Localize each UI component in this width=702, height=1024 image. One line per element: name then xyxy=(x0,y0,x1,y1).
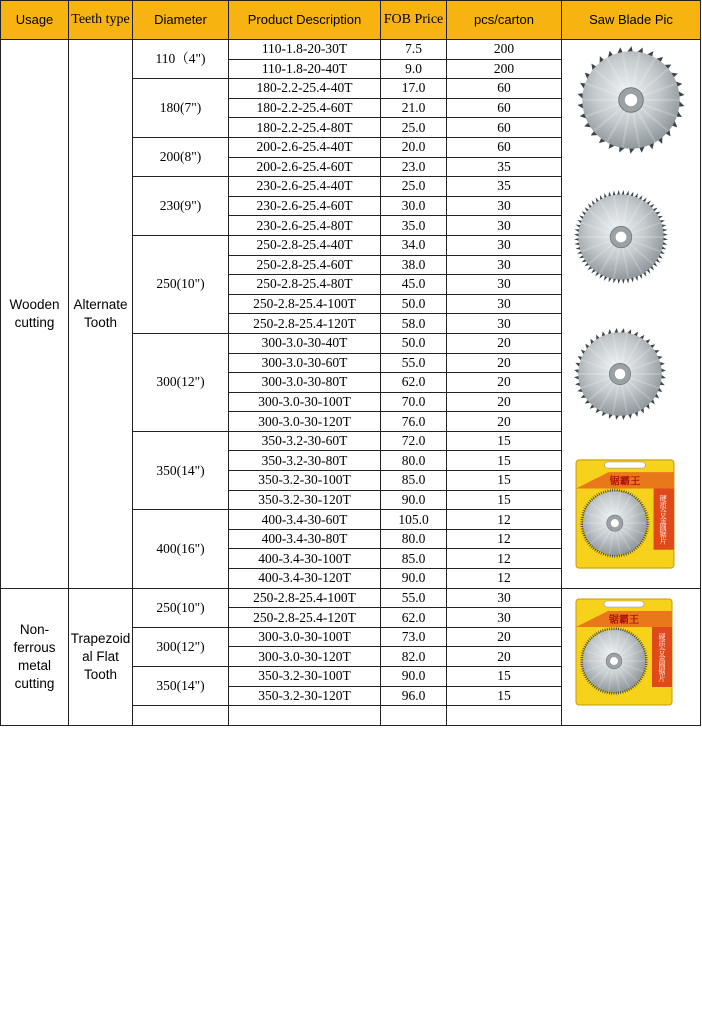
pcs-carton-cell: 20 xyxy=(447,353,562,373)
fob-price-cell: 21.0 xyxy=(381,98,447,118)
pcs-carton-cell: 30 xyxy=(447,275,562,295)
pcs-carton-cell: 60 xyxy=(447,98,562,118)
pcs-carton-cell: 30 xyxy=(447,608,562,628)
product-description-cell: 250-2.8-25.4-40T xyxy=(229,235,381,255)
fob-price-cell: 17.0 xyxy=(381,79,447,99)
product-description-cell: 400-3.4-30-100T xyxy=(229,549,381,569)
fob-price-cell: 70.0 xyxy=(381,392,447,412)
product-description-cell: 350-3.2-30-80T xyxy=(229,451,381,471)
saw-blade-30-teeth xyxy=(575,44,687,156)
product-description-cell: 400-3.4-30-80T xyxy=(229,529,381,549)
product-description-cell: 180-2.2-25.4-80T xyxy=(229,118,381,138)
saw-blade-40-teeth-wrap xyxy=(572,326,668,427)
diameter-cell: 400(16") xyxy=(133,510,229,588)
fob-price-cell: 30.0 xyxy=(381,196,447,216)
diameter-cell: 250(10") xyxy=(133,235,229,333)
header-product-description: Product Description xyxy=(229,1,381,40)
fob-price-cell: 90.0 xyxy=(381,667,447,687)
product-description-cell: 350-3.2-30-60T xyxy=(229,431,381,451)
product-description-cell: 350-3.2-30-120T xyxy=(229,490,381,510)
empty-cell xyxy=(229,706,381,726)
product-description-cell: 400-3.4-30-60T xyxy=(229,510,381,530)
pcs-carton-cell: 12 xyxy=(447,549,562,569)
pcs-carton-cell: 30 xyxy=(447,196,562,216)
product-description-cell: 230-2.6-25.4-40T xyxy=(229,177,381,197)
pcs-carton-cell: 60 xyxy=(447,137,562,157)
teeth-type-cell: Trapezoid al Flat Tooth xyxy=(69,588,133,725)
saw-blade-60-teeth xyxy=(572,188,670,286)
empty-cell xyxy=(133,706,229,726)
header-saw-blade-pic: Saw Blade Pic xyxy=(562,1,701,40)
pcs-carton-cell: 15 xyxy=(447,490,562,510)
usage-cell: Non-ferrous metal cutting xyxy=(1,588,69,725)
fob-price-cell: 20.0 xyxy=(381,137,447,157)
saw-blade-retail-package-wrap xyxy=(574,597,674,712)
empty-cell xyxy=(447,706,562,726)
pcs-carton-cell: 15 xyxy=(447,451,562,471)
header-fob-price: FOB Price xyxy=(381,1,447,40)
product-description-cell: 300-3.0-30-100T xyxy=(229,627,381,647)
pcs-carton-cell: 20 xyxy=(447,412,562,432)
product-description-cell: 300-3.0-30-60T xyxy=(229,353,381,373)
product-description-cell: 250-2.8-25.4-100T xyxy=(229,294,381,314)
pcs-carton-cell: 35 xyxy=(447,177,562,197)
fob-price-cell: 55.0 xyxy=(381,588,447,608)
table-body xyxy=(1,40,701,726)
fob-price-cell: 85.0 xyxy=(381,549,447,569)
pcs-carton-cell: 15 xyxy=(447,667,562,687)
saw-blade-60-teeth-wrap xyxy=(572,188,670,291)
product-description-cell: 110-1.8-20-30T xyxy=(229,40,381,60)
pcs-carton-cell: 200 xyxy=(447,59,562,79)
product-description-cell: 300-3.0-30-100T xyxy=(229,392,381,412)
product-description-cell: 250-2.8-25.4-120T xyxy=(229,314,381,334)
fob-price-cell: 105.0 xyxy=(381,510,447,530)
fob-price-cell: 7.5 xyxy=(381,40,447,60)
pcs-carton-cell: 15 xyxy=(447,686,562,706)
product-description-cell: 180-2.2-25.4-40T xyxy=(229,79,381,99)
product-description-cell: 350-3.2-30-100T xyxy=(229,667,381,687)
pcs-carton-cell: 12 xyxy=(447,569,562,589)
pcs-carton-cell: 200 xyxy=(447,40,562,60)
product-description-cell: 250-2.8-25.4-60T xyxy=(229,255,381,275)
usage-cell: Wooden cutting xyxy=(1,40,69,589)
fob-price-cell: 90.0 xyxy=(381,490,447,510)
product-description-cell: 230-2.6-25.4-80T xyxy=(229,216,381,236)
fob-price-cell: 34.0 xyxy=(381,235,447,255)
fob-price-cell: 35.0 xyxy=(381,216,447,236)
product-description-cell: 300-3.0-30-80T xyxy=(229,373,381,393)
fob-price-cell: 76.0 xyxy=(381,412,447,432)
product-description-cell: 200-2.6-25.4-60T xyxy=(229,157,381,177)
package-brand-text: 锯霸王 xyxy=(609,614,639,626)
pcs-carton-cell: 20 xyxy=(447,333,562,353)
saw-blade-retail-package xyxy=(574,456,676,572)
pcs-carton-cell: 20 xyxy=(447,627,562,647)
saw-blade-30-teeth-wrap xyxy=(575,44,687,161)
fob-price-cell: 55.0 xyxy=(381,353,447,373)
pcs-carton-cell: 20 xyxy=(447,392,562,412)
fob-price-cell: 80.0 xyxy=(381,451,447,471)
pcs-carton-cell: 60 xyxy=(447,118,562,138)
product-description-cell: 110-1.8-20-40T xyxy=(229,59,381,79)
header-usage: Usage xyxy=(1,1,69,40)
fob-price-cell: 72.0 xyxy=(381,431,447,451)
package-side-text: 硬质合金圆锯片 xyxy=(659,494,669,545)
fob-price-cell: 62.0 xyxy=(381,608,447,628)
product-description-cell: 300-3.0-30-40T xyxy=(229,333,381,353)
package-side-text: 硬质合金圆锯片 xyxy=(658,632,666,682)
pcs-carton-cell: 30 xyxy=(447,314,562,334)
pcs-carton-cell: 15 xyxy=(447,431,562,451)
fob-price-cell: 80.0 xyxy=(381,529,447,549)
header-pcs-carton: pcs/carton xyxy=(447,1,562,40)
product-description-cell: 250-2.8-25.4-100T xyxy=(229,588,381,608)
fob-price-cell: 50.0 xyxy=(381,294,447,314)
fob-price-cell: 50.0 xyxy=(381,333,447,353)
pcs-carton-cell: 30 xyxy=(447,235,562,255)
pcs-carton-cell: 15 xyxy=(447,471,562,491)
header-row xyxy=(1,1,701,40)
diameter-cell: 230(9") xyxy=(133,177,229,236)
fob-price-cell: 73.0 xyxy=(381,627,447,647)
product-description-cell: 350-3.2-30-100T xyxy=(229,471,381,491)
package-brand-text: 锯霸王 xyxy=(609,476,641,488)
fob-price-cell: 23.0 xyxy=(381,157,447,177)
product-description-cell: 250-2.8-25.4-80T xyxy=(229,275,381,295)
pcs-carton-cell: 30 xyxy=(447,216,562,236)
pcs-carton-cell: 20 xyxy=(447,647,562,667)
product-description-cell: 200-2.6-25.4-40T xyxy=(229,137,381,157)
product-description-cell: 300-3.0-30-120T xyxy=(229,412,381,432)
header-teeth-type: Teeth type xyxy=(69,1,133,40)
fob-price-cell: 96.0 xyxy=(381,686,447,706)
pcs-carton-cell: 12 xyxy=(447,529,562,549)
saw-blade-retail-package-wrap xyxy=(574,456,676,577)
header-diameter: Diameter xyxy=(133,1,229,40)
fob-price-cell: 85.0 xyxy=(381,471,447,491)
diameter-cell: 110（4") xyxy=(133,40,229,79)
fob-price-cell: 45.0 xyxy=(381,275,447,295)
product-description-cell: 350-3.2-30-120T xyxy=(229,686,381,706)
saw-blade-pic-cell xyxy=(562,40,701,589)
diameter-cell: 350(14") xyxy=(133,431,229,509)
diameter-cell: 180(7") xyxy=(133,79,229,138)
product-description-cell: 250-2.8-25.4-120T xyxy=(229,608,381,628)
pcs-carton-cell: 30 xyxy=(447,255,562,275)
pcs-carton-cell: 30 xyxy=(447,294,562,314)
fob-price-cell: 25.0 xyxy=(381,177,447,197)
fob-price-cell: 62.0 xyxy=(381,373,447,393)
product-description-cell: 400-3.4-30-120T xyxy=(229,569,381,589)
pcs-carton-cell: 35 xyxy=(447,157,562,177)
pcs-carton-cell: 20 xyxy=(447,373,562,393)
diameter-cell: 300(12") xyxy=(133,333,229,431)
diameter-cell: 350(14") xyxy=(133,667,229,706)
diameter-cell: 300(12") xyxy=(133,627,229,666)
diameter-cell: 250(10") xyxy=(133,588,229,627)
fob-price-cell: 90.0 xyxy=(381,569,447,589)
saw-blade-40-teeth xyxy=(572,326,668,422)
pcs-carton-cell: 60 xyxy=(447,79,562,99)
empty-cell xyxy=(381,706,447,726)
saw-blade-pic-cell xyxy=(562,588,701,725)
table-row xyxy=(1,588,701,608)
product-description-cell: 300-3.0-30-120T xyxy=(229,647,381,667)
diameter-cell: 200(8") xyxy=(133,137,229,176)
pcs-carton-cell: 30 xyxy=(447,588,562,608)
fob-price-cell: 38.0 xyxy=(381,255,447,275)
table-row xyxy=(1,40,701,60)
pcs-carton-cell: 12 xyxy=(447,510,562,530)
fob-price-cell: 58.0 xyxy=(381,314,447,334)
teeth-type-cell: Alternate Tooth xyxy=(69,40,133,589)
saw-blade-retail-package xyxy=(574,597,674,707)
product-description-cell: 180-2.2-25.4-60T xyxy=(229,98,381,118)
fob-price-cell: 82.0 xyxy=(381,647,447,667)
product-description-cell: 230-2.6-25.4-60T xyxy=(229,196,381,216)
fob-price-cell: 25.0 xyxy=(381,118,447,138)
fob-price-cell: 9.0 xyxy=(381,59,447,79)
